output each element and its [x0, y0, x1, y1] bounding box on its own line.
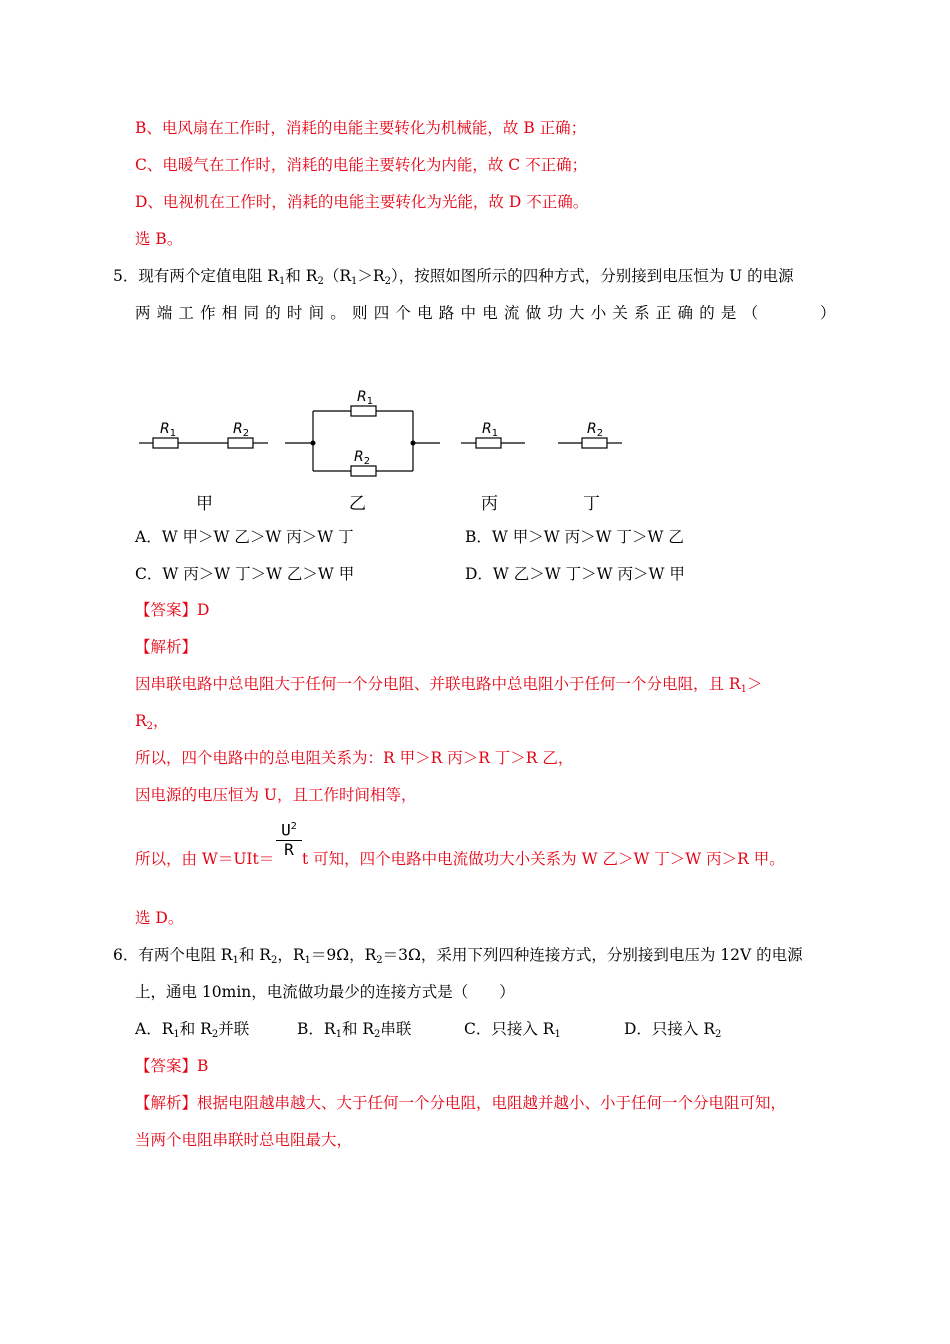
resistor-r2-jia	[228, 438, 253, 448]
q5-explanation-5-pre: 所以，由 W＝UIt＝	[135, 850, 275, 868]
q4-option-d-explanation: D、电视机在工作时，消耗的电能主要转化为光能，故 D 不正确。	[135, 193, 589, 211]
label-r2-yi: $R_2$	[354, 449, 371, 467]
label-r1-bing: $R_1$	[482, 421, 499, 439]
circuit-diagram	[0, 370, 700, 480]
q4-option-c-explanation: C、电暖气在工作时，消耗的电能主要转化为内能，故 C 不正确；	[135, 156, 588, 174]
resistor-r1-jia	[153, 438, 178, 448]
q6-number: 6．	[113, 946, 139, 964]
label-r2-ding: $R_2$	[587, 421, 604, 439]
resistor-r2-yi	[351, 466, 376, 476]
caption-bing: 丙	[481, 494, 498, 514]
q5-paren-close: ）	[820, 304, 836, 322]
q5-explanation-1: 因串联电路中总电阻大于任何一个分电阻、并联电路中总电阻小于任何一个分电阻，且 $R_1>$	[135, 675, 763, 695]
q5-stem-line2: 两端工作相同的时间。则四个电路中电流做功大小关系正确的是（	[135, 304, 765, 322]
circuit-bing	[461, 438, 525, 448]
q6-explanation-2: 当两个电阻串联时总电阻最大，	[135, 1131, 353, 1149]
label-r2-jia: $R_2$	[233, 421, 250, 439]
q5-option-b: B．W 甲＞W 丙＞W 丁＞W 乙	[465, 528, 684, 546]
q6-option-d: D．只接入 $R_2$	[624, 1020, 722, 1040]
label-r1-yi: $R_1$	[357, 389, 374, 407]
q4-choice: 选 B。	[135, 230, 183, 248]
circuit-yi	[285, 406, 440, 476]
caption-yi: 乙	[349, 494, 366, 514]
q4-option-b-explanation: B、电风扇在工作时，消耗的电能主要转化为机械能，故 B 正确；	[135, 119, 587, 137]
q5-option-d: D．W 乙＞W 丁＞W 丙＞W 甲	[465, 565, 685, 583]
q5-choice: 选 D。	[135, 909, 184, 927]
q5-option-a: A．W 甲＞W 乙＞W 丙＞W 丁	[135, 528, 354, 546]
q6-option-a: A．$R_1$和 $R_2$并联	[135, 1020, 250, 1040]
label-r1-jia: $R_1$	[160, 421, 177, 439]
q6-option-c: C．只接入 $R_1$	[464, 1020, 561, 1040]
q6-explanation-1: 【解析】根据电阻越串越大、大于任何一个分电阻，电阻越并越小、小于任何一个分电阻可知，	[135, 1094, 787, 1112]
resistor-r2-ding	[582, 438, 607, 448]
q6-option-b: B．$R_1$和 $R_2$串联	[297, 1020, 412, 1040]
q5-analysis-label: 【解析】	[135, 638, 198, 656]
resistor-r1-bing	[476, 438, 501, 448]
q5-explanation-2: $R_2$，	[135, 712, 169, 732]
caption-ding: 丁	[583, 494, 600, 514]
junction-right	[411, 441, 416, 446]
formula-fraction: $U^2$ R	[274, 818, 304, 859]
q5-explanation-5-post: t 可知，四个电路中电流做功大小关系为 W 乙＞W 丁＞W 丙＞R 甲。	[302, 850, 785, 868]
q6-analysis-label: 【解析】	[135, 1094, 198, 1112]
q6-stem: 6．有两个电阻 $R_1$和 $R_2$，$R_1=9\Omega$，$R_2=3\Omega$，采用下列四种连接方式，分别接到电压为 12V 的电源	[113, 946, 803, 966]
junction-left	[311, 441, 316, 446]
q5-stem: 5．现有两个定值电阻 $R_1$和 $R_2(R_1>R_2)$，按照如图所示的四种方式，分别接到电压恒为 U 的电源	[113, 267, 794, 287]
q6-stem-line2: 上，通电 10min，电流做功最少的连接方式是（ ）	[135, 983, 515, 1001]
q5-number: 5．	[113, 267, 139, 285]
caption-jia: 甲	[196, 494, 213, 514]
circuit-ding	[558, 438, 622, 448]
q5-explanation-3: 所以，四个电路中的总电阻关系为：R 甲＞R 丙＞R 丁＞R 乙，	[135, 749, 574, 767]
circuit-jia	[139, 438, 268, 448]
q5-explanation-4: 因电源的电压恒为 U，且工作时间相等，	[135, 786, 417, 804]
resistor-r1-yi	[351, 406, 376, 416]
q5-option-c: C．W 丙＞W 丁＞W 乙＞W 甲	[135, 565, 355, 583]
q5-answer: 【答案】D	[135, 601, 210, 619]
q6-answer: 【答案】B	[135, 1057, 209, 1075]
